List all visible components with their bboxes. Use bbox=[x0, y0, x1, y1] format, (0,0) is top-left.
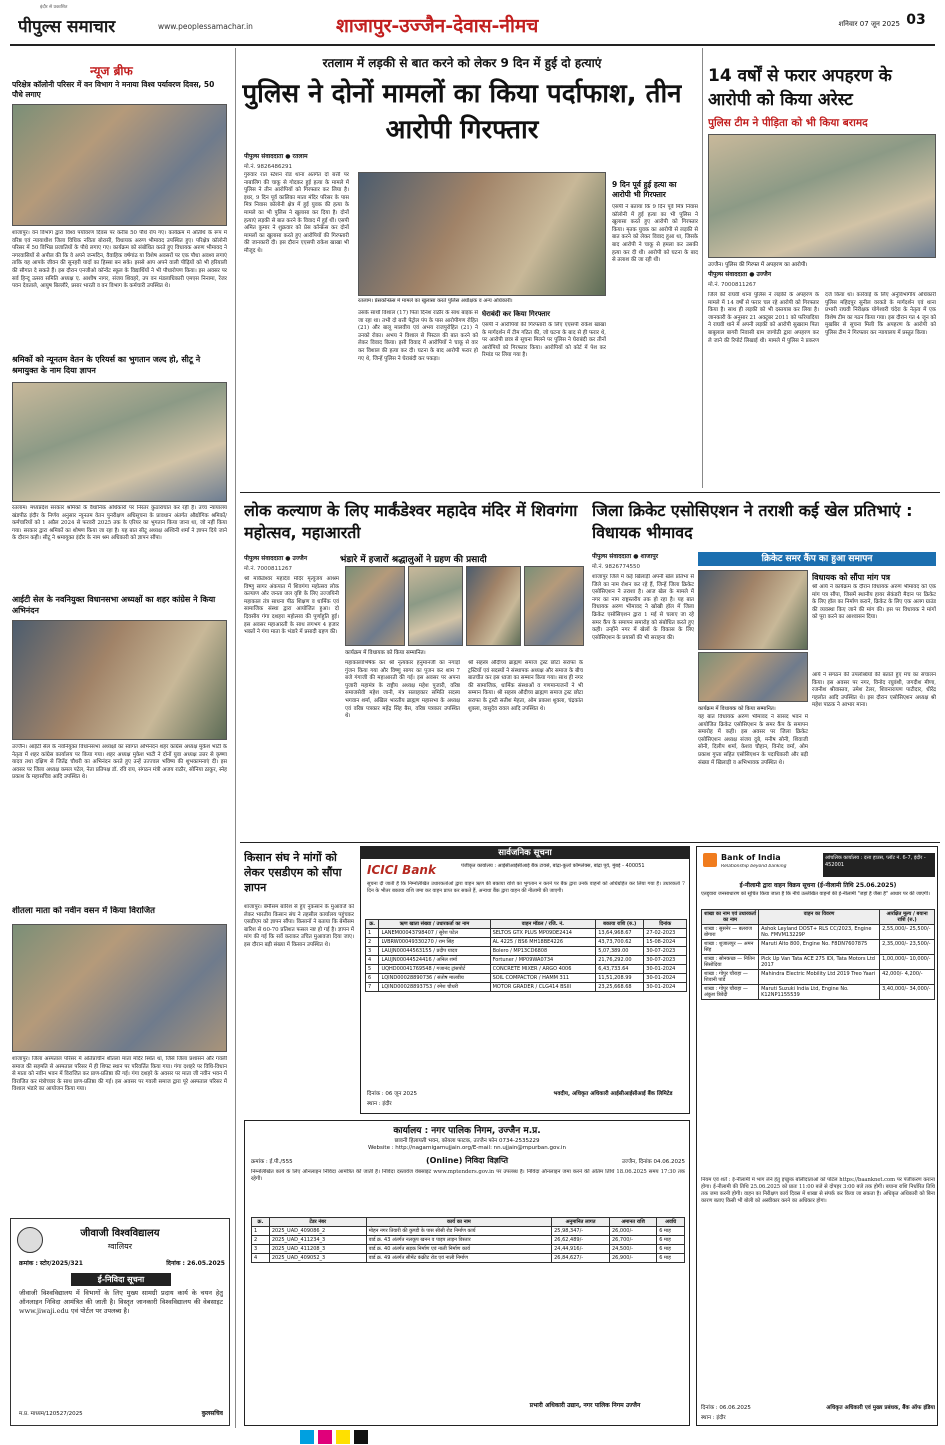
icici-table-header-cell: दिनांक bbox=[644, 920, 687, 929]
icici-table-cell: 7 bbox=[366, 983, 379, 992]
ujjain-table-cell: 2025_UAD_409052_3 bbox=[269, 1254, 366, 1263]
ujjain-table-body bbox=[252, 1227, 685, 1263]
icici-table-cell: 5 bbox=[366, 965, 379, 974]
ujjain-table-cell: 6 माह bbox=[657, 1236, 685, 1245]
reg-mark-magenta bbox=[318, 1430, 332, 1444]
lead-sub1-body: एसपी ने आरोपियों की गिरफ्तारी के लिए एएसपी राकेश खाखा के मार्गदर्शन में टीम गठित की, जो घटना के बाद से ही फरार थे, पर आरोपी छात्र से सूचना मिलने पर पुलिस ने घेराबंदी कर तीनों आरोपियों को गिरफ्तार किया। आरोपियों को कोर्ट में पेश कर रिमांड पर लिया गया है। bbox=[482, 322, 606, 359]
jiwaji-ref-date: दिनांक : 26.05.2025 bbox=[166, 1260, 225, 1267]
cricket-caption: कार्यक्रम में विधायक को किया सम्मानित। bbox=[698, 706, 776, 712]
ujjain-ref: क्रमांक : ई.पी./555 bbox=[251, 1159, 293, 1165]
boi-table-row bbox=[702, 925, 935, 940]
ujjain-table-cell: 2025_UAD_409086_2 bbox=[269, 1227, 366, 1236]
brief-2-body: रतलाम। मध्यप्रदेश सरकार श्रमिकों के वैधानिक अधिकारों पर निरंतर कुठाराघात कर रही है। उच्च न्यायालय खंडपीठ इंदौर के निर्णय अनुसार न्यूनतम वेतन पुनरीक्षण अधिसूचना के प्रावधान अंतर्गत औद्योगिक श्रमिकों/कर्मचारियों को 1 अप्रैल 2024 से फरवरी 2025 तक के एरियर का भुगतान किया जाना था, जो नहीं किया गया। सरकार द्वारा श्रमिकों का शोषण किया जा रहा है। यह बात सीटू अध्यक्ष अश्विनी शर्मा ने ज्ञापन दिये जाने के दौरान कही। सीटू ने श्रमायुक्त इंदौर के नाम श्रम अधिकारी को ज्ञापन सौंपा। bbox=[12, 505, 227, 542]
arrest-headline: 14 वर्षों से फरार अपहरण के आरोपी को किया अरेस्ट bbox=[708, 66, 892, 110]
arrest-byline: पीपुल्स संवाददाता ● उज्जैन bbox=[708, 271, 772, 278]
ujjain-signoff: प्रभारी अधिकारी उद्यान, नगर पालिक निगम उज्जैन bbox=[529, 1402, 641, 1409]
icici-table-row bbox=[366, 983, 687, 992]
cricket-sub-body: श्री आर्य ने कार्यक्रम के दौरान विधायक अरुण भीमावद को एक मांग पत्र सौंपा, जिसमें स्थानीय हायर सेकंडरी मैदान पर क्रिकेट के लिए हॉल का निर्माण कराने, क्रिकेट के लिए एक अलग ग्राउंड की व्यवस्था किए जाने की मांग की। इस पर विधायक ने मांगों को पूरा करने का आश्वासन दिया। bbox=[812, 584, 936, 621]
brief-1-headline: परिक्षेत्र कॉलोनी परिसर में वन विभाग ने मनाया विश्व पर्यावरण दिवस, 50 पौधे लगाए bbox=[12, 80, 215, 99]
cricket-mobile: मो.नं. 9826774550 bbox=[592, 564, 641, 570]
boi-table-header-cell: वाहन का विवरण bbox=[759, 910, 880, 925]
icici-table-row bbox=[366, 965, 687, 974]
boi-table-cell: 1,00,000/- 10,000/- bbox=[880, 955, 935, 970]
temple-col2: महाकालाभिषेक कर श्री नृत्यकार हनुमानजी का नगाड़ों गुंजन किया गया और विष्णु सागर का पूजन कर शाम 7 बजे गंगाजी की महाआरती की गई। इस अवसर पर अपना पुजारी महामंत्र के राष्ट्रीय अध्यक्ष महेश पुजारी, वरिष्ठ समाजसेवी महेश जानी, मंत्र सलाहकार समिति सदस्य भगवान शर्मा, अखिल भारतीय ब्राह्मण महासभा के अध्यक्ष एवं वरिष्ठ पत्रकार महेंद्र सिंह बैस, वरिष्ठ पत्रकार उपस्थित थे। bbox=[345, 660, 460, 720]
boi-notice bbox=[696, 846, 938, 1426]
icici-table-cell: LQIND00028890736 / संतोष मालवीय bbox=[379, 974, 490, 983]
lead-subhead-2: 9 दिन पूर्व हुई हत्या का आरोपी भी गिरफ्तार bbox=[612, 180, 677, 199]
icici-table-cell: AL 4225 / BS6 MH18BE4226 bbox=[490, 938, 596, 947]
cricket-sub-head: विधायक को सौंपा मांग पत्र bbox=[812, 573, 891, 582]
brief-1-body: शाजापुर। वन विभाग द्वारा विश्व पर्यावरण दिवस पर करीब 50 पौधे रोप गए। कार्यक्रम में अतिथि के रूप में वरिष्ठ एवं न्यायाधीश जिला विधिक नविता बोरासी, विधायक अरुण भीमावद उपस्थित हुए। परिक्षेत्र कॉलोनी परिसर में 50 विभिन्न प्रजातियों के पौधे लगाए गए। कार्यक्रम को संबोधित करते हुए विधायक अरुण भीमावद ने नगरवासियों से अपील की कि वे अपने जन्मदिन, वैवाहिक वर्षगांठ या विशेष अवसरों पर एक पौधा अवश्य लगाएं ताकि यह आपके जीवन की सुनहरी यादों का हिस्सा बन सके। इससे आप अपने वाली पीढ़ियों को भी हरियाली की सौगात दे सकते हैं। इस दौरान एनजीओ कॉन्वेंट स्कूल के विद्यार्थियों ने भी पौधारोपण किया। इस अवसर पर सर्व हिन्दू उत्सव समिति अध्यक्ष ए. आशीष नागर, संजय शिवहरे, उप वन मंडलाधिकारी एमएस निनामा, रेंजर पवन देवताले, आयुष बिल्लौरे, प्रसार भारती व वन विभाग के कर्मचारी उपस्थित थे। bbox=[12, 230, 227, 290]
masthead-logo-tag: इंदौर से प्रकाशित bbox=[40, 5, 68, 10]
icici-table-row bbox=[366, 929, 687, 938]
ujjain-table-cell: 26,000/- bbox=[609, 1227, 656, 1236]
boi-date: दिनांक : 06.06.2025 bbox=[701, 1405, 751, 1411]
icici-table-header-cell: ऋण खाता संख्या / उधारकर्ता का नाम bbox=[379, 920, 490, 929]
brief-3-body: उज्जैन। आईटी सेल के नवनियुक्त विधानसभा अध्यक्षों का स्वागत अभिनंदन शहर कांग्रेस अध्यक्ष मुकेश भाटी के नेतृत्व में शहर कांग्रेस कार्यालय पर किया गया। शहर अध्यक्ष मुकेश भाटी ने दोनों युवा अध्यक्ष उत्तर से कृष्णा यादव तथा दक्षिण से जितेंद्र चौधरी का अभिनंदन करते हुए उन्हें उज्ज्वल भविष्य की शुभकामनाएं दी। इस अवसर पर जिला अध्यक्ष कमल पटेल, नेता प्रतिपक्ष डॉ. रवि राय, संगठन मंत्री अजय राठौर, सोनिया ठाकुर, स्नेह प्रकाश के महासचिव आदि उपस्थित थे। bbox=[12, 744, 227, 781]
jiwaji-body: जीवाजी विश्वविद्यालय में विभागों के लिए मुख्य सामग्री प्रदाय कार्य के चयन हेतु ऑनलाइन निविदा आमंत्रित की जाती है। विस्तृत जानकारी विश्वविद्यालय की वेबसाइट www.jiwaji.edu एवं पोर्टल पर उपलब्ध है। bbox=[19, 1289, 223, 1315]
cricket-photo-1 bbox=[698, 570, 808, 650]
icici-table-cell: Fortuner / MP09WA0734 bbox=[490, 956, 596, 965]
brief-2-headline: श्रमिकों को न्यूनतम वेतन के एरियर्स का भुगतान जल्द हो, सीटू ने श्रमायुक्त के नाम दिया ज्ञापन bbox=[12, 355, 201, 375]
boi-table-cell: 3,40,000/- 34,000/- bbox=[880, 985, 935, 1000]
ujjain-table-wrap bbox=[251, 1217, 685, 1397]
cricket-headline: जिला क्रिकेट एसोसिएशन ने तराशी कई खेल प्रतिभाएं : विधायक भीमावद bbox=[592, 501, 913, 542]
boi-signoff: अधिकृत अधिकारी एवं मुख्य प्रबंधक, बैंक ऑफ इंडिया bbox=[826, 1405, 935, 1411]
reg-mark-yellow bbox=[336, 1430, 350, 1444]
icici-table-cell: 23,25,668.68 bbox=[596, 983, 644, 992]
brief-2-photo bbox=[12, 382, 227, 502]
icici-intro: सूचना दी जाती है कि निम्नलिखित उधारकर्ताओं द्वारा वाहन ऋण की बकाया राशि का भुगतान न करने पर बैंक द्वारा उनके वाहनों को अधिग्रहित कर लिया गया है। उधारकर्ता 7 दिन के भीतर बकाया राशि जमा कर वाहन प्राप्त कर सकते हैं, अन्यथा बैंक द्वारा वाहन की नीलामी की जाएगी। bbox=[367, 881, 685, 894]
boi-title: ई-नीलामी द्वारा वाहन विक्रय सूचना (ई-नीलामी तिथि 25.06.2025) bbox=[739, 882, 897, 889]
icici-table-cell: 6 bbox=[366, 974, 379, 983]
masthead-logo bbox=[18, 14, 158, 38]
boi-table-wrap bbox=[701, 909, 935, 1169]
boi-table-row bbox=[702, 970, 935, 985]
cricket-body2: आर्य ने संगठन की उपलब्धियों की बताते हुए मंच का संचालन किया। इस अवसर पर नगर, विनोद रघुवंशी, जगदीश मीणा, रजनीश श्रीवास्तव, उमेश टेलर, शिवनारायण पाटीदार, धीरेंद्र गहलोत आदि उपस्थित थे। इस दौरान एसोसिएशन अध्यक्ष श्री महेश पाठक ने आभार माना। bbox=[812, 672, 936, 709]
lead-byline: पीपुल्स संवाददाता ● रतलाम bbox=[244, 153, 308, 160]
ujjain-table-cell: 6 माह bbox=[657, 1227, 685, 1236]
ujjain-office: कार्यालय : नगर पालिक निगम, उज्जैन म.प्र. bbox=[393, 1126, 541, 1136]
boi-table-row bbox=[702, 955, 935, 970]
masthead-date: शनिवार 07 जून 2025 bbox=[838, 20, 900, 28]
ujjain-tender bbox=[244, 1120, 690, 1426]
kisan-body: शाजापुर। बेमौसम बारिश से हुए नुकसान के मुआवजे को लेकर भारतीय किसान संघ ने तहसील कार्यालय पहुंचकर एसडीएम को ज्ञापन सौंपा। किसानों ने बताया कि बेमौसम बारिश से 60-70 प्रतिशत फसल नष्ट हो गई है। ज्ञापन में मांग की गई कि सर्वे कराकर उचित मुआवजा दिया जाए। इस दौरान बड़ी संख्या में किसान उपस्थित थे। bbox=[244, 904, 354, 948]
ujjain-table-cell: वार्ड क्र. 49 अंतर्गत सीमेंट कंक्रीट रोड एवं नाली निर्माण bbox=[366, 1254, 551, 1263]
boi-branch: आंचलिक कार्यालय : दत्ता हाउस, प्लॉट नं. 6-7, इंदौर - 452001 bbox=[823, 853, 935, 877]
ujjain-title: (Online) निविदा विज्ञप्ति bbox=[425, 1156, 509, 1165]
boi-terms: नियम एवं शर्तें : ई-नीलामी में भाग लेने हेतु इच्छुक बोलीदाताओं को पोर्टल https://baanknet.com पर पंजीकरण कराना होगा। ई-नीलामी की तिथि 25.06.2025 को प्रातः 11:00 बजे से दोपहर 3:00 बजे तक होगी। बयाना राशि निर्धारित तिथि तक जमा करनी होगी। वाहन का निरीक्षण कार्य दिवस में शाखा से संपर्क कर किया जा सकता है। अधिकृत अधिकारी को बिना कारण बताए किसी भी बोली को अस्वीकार करने का अधिकार होगा। bbox=[701, 1177, 935, 1204]
ujjain-table-cell: 2025_UAD_411208_3 bbox=[269, 1245, 366, 1254]
boi-table-cell: 2,55,000/- 25,500/- bbox=[880, 925, 935, 940]
brief-4-photo bbox=[12, 924, 227, 1052]
ujjain-table-cell: वार्ड क्र. 40 अंतर्गत सड़क निर्माण एवं नाली निर्माण कार्य bbox=[366, 1245, 551, 1254]
ujjain-table-cell: 26,84,627/- bbox=[552, 1254, 610, 1263]
icici-table-cell: 30-07-2023 bbox=[644, 947, 687, 956]
icici-table-wrap bbox=[365, 919, 687, 1071]
boi-table-header-cell: आरक्षित मूल्य / बयाना राशि (रु.) bbox=[880, 910, 935, 925]
arrest-photo-caption: उज्जैन। पुलिस की गिरफ्त में अपहरण का आरोपी। bbox=[708, 262, 808, 268]
ujjain-web: Website : http://nagarnigamujjain.org/E-mail: nn.ujjain@mpurban.gov.in bbox=[368, 1145, 566, 1151]
icici-table-cell: LAUJN00044563155 / प्रदीप यादव bbox=[379, 947, 490, 956]
arrest-subhead: पुलिस टीम ने पीड़िता को भी किया बरामद bbox=[708, 117, 868, 129]
ujjain-table-cell: 24,44,916/- bbox=[552, 1245, 610, 1254]
icici-table-cell: Bolero / MP13CD6808 bbox=[490, 947, 596, 956]
icici-table-cell: 11,51,208.99 bbox=[596, 974, 644, 983]
section-rule-1 bbox=[240, 492, 940, 493]
icici-table-cell: LAUJN00044524416 / अनिल शर्मा bbox=[379, 956, 490, 965]
icici-table-body bbox=[366, 929, 687, 992]
icici-table-cell: 30-01-2024 bbox=[644, 983, 687, 992]
icici-table-cell: 3 bbox=[366, 947, 379, 956]
icici-table-cell: UQHD00041769548 / गजानंद ट्रांसपोर्ट bbox=[379, 965, 490, 974]
masthead-region: शाजापुर-उज्जैन-देवास-नीमच bbox=[336, 15, 539, 37]
boi-table-cell: 42,000/- 4,200/- bbox=[880, 970, 935, 985]
lead-photo-caption: रतलाम। प्रेसकॉन्फ्रेंस में मामले का खुलासा करते पुलिस अधीक्षक व अन्य अधिकारी। bbox=[358, 298, 513, 304]
cricket-banner: क्रिकेट समर कैंप का हुआ समापन bbox=[698, 552, 936, 566]
temple-headline: लोक कल्याण के लिए मार्कंडेश्वर महादेव मंदिर में शिवगंगा महोत्सव, महाआरती bbox=[244, 501, 578, 542]
boi-table-cell: शाखा : गोपुर चौराहा — शिवानी पांडे bbox=[702, 970, 759, 985]
lead-subhead-1: घेराबंदी कर किया गिरफ्तार bbox=[482, 310, 551, 318]
ujjain-table-cell: 26,700/- bbox=[609, 1236, 656, 1245]
lead-headline: पुलिस ने दोनों मामलों का किया पर्दाफाश, तीन आरोपी गिरफ्तार bbox=[242, 79, 682, 145]
boi-table-row bbox=[702, 985, 935, 1000]
ujjain-table-cell: 4 bbox=[252, 1254, 270, 1263]
icici-table-header-cell: क्र. bbox=[366, 920, 379, 929]
ujjain-table-cell: 1 bbox=[252, 1227, 270, 1236]
icici-table-cell: 15-08-2024 bbox=[644, 938, 687, 947]
ujjain-table-header bbox=[252, 1218, 685, 1227]
jiwaji-notice bbox=[10, 1218, 230, 1426]
boi-intro: एतद्द्वारा जनसाधारण को सूचित किया जाता है कि नीचे उल्लेखित वाहनों की ई-नीलामी "जहां है जैसा है" आधार पर की जाएगी। bbox=[701, 891, 930, 897]
ujjain-table-row bbox=[252, 1254, 685, 1263]
boi-table-cell: शाखा : शुजालपुर — अमन सिंह bbox=[702, 940, 759, 955]
temple-photo-1 bbox=[345, 566, 405, 646]
icici-table-row bbox=[366, 974, 687, 983]
ujjain-address: छावनी हिलायती भवन, कोयला फाटक, उज्जैन फोन 0734-2535229 bbox=[394, 1138, 540, 1144]
jiwaji-footer-right: कुलसचिव bbox=[201, 1410, 223, 1417]
ujjain-table-cell: वार्ड क्र. 43 अंतर्गत नलकूप खनन व पाइप लाइन विस्तार bbox=[366, 1236, 551, 1245]
boi-table-cell: शाखा : सुसनेर — बलराज बोगारा bbox=[702, 925, 759, 940]
icici-table-row bbox=[366, 947, 687, 956]
icici-table-cell: SOIL COMPACTOR / HAMM 311 bbox=[490, 974, 596, 983]
boi-table-cell: Maruti Suzuki India Ltd, Engine No. K12NP1155539 bbox=[759, 985, 880, 1000]
icici-signoff: भवदीय, अधिकृत अधिकारी आईसीआईसीआई बैंक लिमिटेड bbox=[553, 1091, 673, 1097]
boi-table-header-cell: शाखा का नाम एवं उधारकर्ता का नाम bbox=[702, 910, 759, 925]
ujjain-table-row bbox=[252, 1245, 685, 1254]
reg-mark-cyan bbox=[300, 1430, 314, 1444]
icici-table-header-cell: बकाया राशि (रु.) bbox=[596, 920, 644, 929]
boi-table-header bbox=[702, 910, 935, 925]
ujjain-table-cell: 26,62,489/- bbox=[552, 1236, 610, 1245]
ujjain-table-header-cell: अनुमानित लागत bbox=[552, 1218, 610, 1227]
icici-table-cell: 13,64,968.67 bbox=[596, 929, 644, 938]
ujjain-date: उज्जैन, दिनांक 04.06.2025 bbox=[621, 1159, 685, 1165]
ujjain-table-row bbox=[252, 1236, 685, 1245]
brief-3-photo bbox=[12, 620, 227, 740]
cricket-byline: पीपुल्स संवाददाता ● शाजापुर bbox=[592, 553, 659, 560]
icici-table-cell: 5,07,389.00 bbox=[596, 947, 644, 956]
icici-table-cell: LANEM00043798407 / सुरेश पटेल bbox=[379, 929, 490, 938]
boi-table-cell: Ashok Leyland DOST+ RLS CC/2023, Engine No. FMVM13229P bbox=[759, 925, 880, 940]
boi-table-cell: 2,35,000/- 23,500/- bbox=[880, 940, 935, 955]
column-rule-2 bbox=[702, 48, 703, 488]
boi-table-cell: Pick Up Van Tata ACE 275 IDI, Tata Motors Ltd 2017 bbox=[759, 955, 880, 970]
temple-photo-2 bbox=[408, 566, 463, 646]
icici-table-cell: 30-07-2023 bbox=[644, 956, 687, 965]
icici-notice bbox=[360, 846, 690, 1114]
section-rule-2 bbox=[240, 842, 940, 843]
icici-table-cell: 2 bbox=[366, 938, 379, 947]
icici-notice-title: सार्वजनिक सूचना bbox=[361, 847, 689, 859]
ujjain-table-row bbox=[252, 1227, 685, 1236]
temple-photo-3 bbox=[466, 566, 521, 646]
brief-3-headline: आईटी सेल के नवनियुक्त विधानसभा अध्यक्षों का शहर कांग्रेस ने किया अभिनंदन bbox=[12, 595, 216, 615]
cricket-col1: शाजापुर जिले में कई खिलाड़ी अपनी खेल प्रतिभा से जिले का नाम रोशन कर रहे हैं, जिन्हें जिला क्रिकेट एसोसिएशन ने तराशा है। आज खेल के मामले में नगर का नाम राष्ट्रस्तरीय तक हो रहा है। यह बात विधायक अरुण भीमावद ने खोखी हॉल में जिला क्रिकेट एसोसिएशन द्वारा 1 मई से चलाए जा रहे समर कैंप के समापन समारोह को संबोधित करते हुए कही। उन्होंने नगर में खेलों के विकास के लिए एसोसिएशन के प्रयासों की भी सराहना की। bbox=[592, 574, 694, 641]
temple-caption: कार्यक्रम में विधायक को किया सम्मानित। bbox=[345, 650, 426, 656]
arrest-photo bbox=[708, 134, 936, 258]
icici-table-cell: 27-02-2023 bbox=[644, 929, 687, 938]
kisan-headline: किसान संघ ने मांगों को लेकर एसडीएम को सौंपा ज्ञापन bbox=[244, 851, 342, 894]
lead-col2b: उसके साथी विशाल (17) पिता दिनेश राठौर के साथ बाइक से जा रहा था। तभी दो बत्ती पेट्रोल पंप के पास आरोपीगण रोहित (21) और बालू मालवीय एवं अभय राजपुरोहित (21) ने उनको रोका। अभय ने विशाल से पिस्टल की बात करने को लेकर विवाद किया। इसी विवाद में आरोपियों ने चाकू से वार कर विशाल की हत्या कर दी। घटना के बाद आरोपी फरार हो गए थे, जिन्हें पुलिस ने घेराबंदी कर पकड़ा। bbox=[358, 310, 478, 362]
boi-table-cell: Mahindra Electric Mobility Ltd 2019 Treo Yaari bbox=[759, 970, 880, 985]
temple-col1: श्री मार्कंडेश्वर महादेव मंदिर मृत्युंजय आश्रम विष्णु सागर अंकपात में शिवगंगा महोत्सव लोक कल्याण और जनता जल वृष्टि के लिए उज्जयिनी महाकाल तंत्र साधना पीठ शिक्षण व धार्मिक एवं सामाजिक संस्था द्वारा आयोजित हुआ। दो दिवसीय गंगा दशहरा महोत्सव की पूर्णाहुति हुई। इस अवसर महाआरती के साथ लगभग 4 हजार भक्तों ने गंगा माता के भंडारे में प्रसादी ग्रहण की। bbox=[244, 576, 339, 636]
icici-table-cell: 4 bbox=[366, 956, 379, 965]
ujjain-table-cell: 6 माह bbox=[657, 1254, 685, 1263]
boi-table-row bbox=[702, 940, 935, 955]
icici-table-header-cell: वाहन मॉडल / रजि. नं. bbox=[490, 920, 596, 929]
jiwaji-ref-no: क्रमांक : स्टोर/2025/321 bbox=[19, 1260, 83, 1267]
ujjain-table bbox=[251, 1217, 685, 1263]
lead-sub2-body: एसपी ने बताया कि 9 दिन पूर्व मित्र निवास कॉलोनी में हुई हत्या का भी पुलिस ने खुलासा करते हुए आरोपी को गिरफ्तार किया। मृतक युवक का आरोपी से लड़की से बात करने को लेकर विवाद हुआ था, जिसके बाद आरोपी ने चाकू से हमला कर उसकी हत्या कर दी थी। आरोपी को घटना के बाद से तलाश की जा रही थी। bbox=[612, 204, 698, 264]
ujjain-table-header-cell: कार्य का नाम bbox=[366, 1218, 551, 1227]
column-rule-1 bbox=[235, 48, 236, 1428]
brief-4-body: शाजापुर। जिला अस्पताल परिसर में अतिप्राचीन शीतला माता मंदिर स्थित था, जिसे जिला प्रशासन और गवली समाज की सहमति से अस्पताल परिसर में ही शिफ्ट स्थान पर परिवर्तित किया गया। गंगा दशहरे पर विधि-विधान से माता को नवीन भवन में विराजित कर प्राण-प्रतिष्ठा की गई। गंगा दशहरे के अवसर पर माता जी नवीन भवन में विराजित कर मंत्रोच्चार के साथ प्राण-प्रतिष्ठा की गई। इस अवसर पर गवली समाज द्वारा पूरे अस्पताल परिसर में विशाल भंडारे का आयोजन किया गया। bbox=[12, 1056, 227, 1093]
masthead-page-number: 03 bbox=[906, 12, 926, 28]
ujjain-table-cell: मोहन नगर तिवारी की कुण्डी के पास सीसी रोड निर्माण कार्य bbox=[366, 1227, 551, 1236]
icici-table-cell: 6,43,733.64 bbox=[596, 965, 644, 974]
jiwaji-city: ग्वालियर bbox=[107, 1242, 133, 1251]
icici-table-cell: 30-01-2024 bbox=[644, 974, 687, 983]
icici-place: स्थान : इंदौर bbox=[367, 1101, 392, 1107]
arrest-body: जिले की राघवी थाना पुलिस ने लड़की के अपहरण के मामले में 14 वर्षों से फरार चल रहे आरोपी को गिरफ्तार किया है। साथ ही लड़की को भी दस्तयाब कर लिया है। जानकारी के अनुसार 21 अक्टूबर 2011 को फरियादिया ने राघवी थाने में अपनी लड़की को आरोपी सुखराम पिता बाबूलाल बागरी निवासी ग्राम जागोठी द्वारा अपहरण कर ले जाने की रिपोर्ट लिखाई थी। मामले में पुलिस ने प्रकरण दर्ज किया था। कार्रवाई के लिए अनुविभागीय अधिकारी पुलिस महिदपुर सुनील वरकडे के मार्गदर्शन एवं थाना प्रभारी राघवी निरीक्षक योगेश्वरी चंदेरा के नेतृत्व में एक विशेष टीम का गठन किया गया। इस दौरान गत 4 जून को मुखबिर से सूचना मिली कि अपहरण के आरोपी को पुलिस टीम ने गिरफ्तार कर न्यायालय में प्रस्तुत किया। bbox=[708, 292, 936, 344]
boi-table bbox=[701, 909, 935, 1000]
ujjain-table-cell: 6 माह bbox=[657, 1245, 685, 1254]
ujjain-table-cell: 3 bbox=[252, 1245, 270, 1254]
icici-table-cell: 1 bbox=[366, 929, 379, 938]
news-brief-label: न्यूज ब्रीफ bbox=[90, 64, 133, 78]
masthead bbox=[0, 0, 945, 44]
ujjain-table-header-cell: टेंडर नंबर bbox=[269, 1218, 366, 1227]
jiwaji-notice-title: ई-निविदा सूचना bbox=[71, 1273, 171, 1286]
brief-1-photo bbox=[12, 104, 227, 226]
boi-bank: Bank of India bbox=[721, 853, 781, 862]
lead-mobile: मो.नं. 9826486291 bbox=[244, 164, 293, 170]
icici-date: दिनांक : 06 जून 2025 bbox=[367, 1091, 418, 1097]
icici-table-cell: CONCRETE MIXER / ARGO 4006 bbox=[490, 965, 596, 974]
icici-table-cell: 43,73,700.62 bbox=[596, 938, 644, 947]
icici-table bbox=[365, 919, 687, 992]
boi-table-cell: Maruti Alto 800, Engine No. F8DN7607875 bbox=[759, 940, 880, 955]
temple-mobile: मो.नं. 7000811267 bbox=[244, 566, 293, 572]
ujjain-table-cell: 24,500/- bbox=[609, 1245, 656, 1254]
boi-tagline: Relationship beyond banking bbox=[721, 864, 787, 869]
ujjain-table-cell: 2025_UAD_411234_3 bbox=[269, 1236, 366, 1245]
boi-table-body bbox=[702, 925, 935, 1000]
arrest-mobile: मो.नं. 7000811267 bbox=[708, 282, 757, 288]
brief-4-headline: शीतला माता को नवीन वसन में किया विराजित bbox=[12, 906, 156, 916]
icici-table-cell: LQIND00028893753 / रमेश चौधरी bbox=[379, 983, 490, 992]
icici-table-cell: LVBRW00049330270 / राम सिंह bbox=[379, 938, 490, 947]
boi-table-cell: शाखा : गोपुर चौराहा — अंकुश त्रिवेदी bbox=[702, 985, 759, 1000]
reg-mark-black bbox=[354, 1430, 368, 1444]
icici-table-cell: MOTOR GRADER / CLG414 BSIII bbox=[490, 983, 596, 992]
icici-table-cell: 30-01-2024 bbox=[644, 965, 687, 974]
temple-photo-4 bbox=[524, 566, 584, 646]
boi-place: स्थान : इंदौर bbox=[701, 1415, 726, 1421]
jiwaji-title: जीवाजी विश्वविद्यालय bbox=[80, 1228, 160, 1239]
cricket-col2-text: यह बात विधायक अरुण भीमावद ने सांसद भवन में आयोजित क्रिकेट एसोसिएशन के समर कैंप के समापन समारोह में कही। इस अवसर पर जिला क्रिकेट एसोसिएशन अध्यक्ष संजय दुबे, मनीष सोनी, शिवाजी सोनी, दिलीप शर्मा, केशव चौहान, विनोद वर्मा, ओम प्रकाश गुप्ता सहित एसोसिएशन के पदाधिकारी और बड़ी संख्या में खिलाड़ी व अभिभावक उपस्थित थे। bbox=[698, 714, 808, 766]
icici-table-row bbox=[366, 938, 687, 947]
ujjain-table-header-cell: अवधि bbox=[657, 1218, 685, 1227]
icici-table-cell: 21,76,292.00 bbox=[596, 956, 644, 965]
masthead-logo-text: पीपुल्स समाचार bbox=[18, 17, 116, 37]
icici-bank-logo: ICICI Bank bbox=[367, 863, 436, 877]
lead-photo bbox=[358, 172, 606, 296]
icici-table-header bbox=[366, 920, 687, 929]
temple-col3: श्री सहस्त्र औदीच्य ब्राह्मण समाज ट्रस्ट छोटा सराफा के ट्रस्टियों एवं सदस्यों ने संस्थापक अध्यक्ष और समाज के बीच बातचीत कर इस ध्वजा का सम्मान किया गया। साथ ही नगर की सामाजिक, धार्मिक संस्थाओं व गणमान्यजनों ने भी सम्मान किया। श्री सहस्त्र औदीच्य ब्राह्मण समाज ट्रस्ट छोटा सराफा के ट्रस्टी सतीश मेहता, ओम प्रकाश शुक्ला, चंद्रकांत शुक्ला, वासुदेव रावल आदि उपस्थित थे। bbox=[468, 660, 583, 712]
temple-byline: पीपुल्स संवाददाता ● उज्जैन bbox=[244, 555, 308, 562]
icici-table-cell: SELTOS GTX PLUS MP09DE2414 bbox=[490, 929, 596, 938]
icici-address: पंजीकृत कार्यालय : आईसीआईसीआई बैंक टावर्स, बांद्रा-कुर्ला कॉम्प्लेक्स, बांद्रा पूर्व, मुंबई - 400051 bbox=[461, 863, 645, 869]
masthead-url: www.peoplessamachar.in bbox=[158, 22, 253, 31]
cricket-photo-2 bbox=[698, 652, 808, 702]
boi-logo-icon bbox=[703, 853, 717, 867]
ujjain-intro: निम्नलिखित कार्य के लिए ऑनलाइन निविदा आमंत्रित की जाती है। निविदा दस्तावेज वेबसाइट www.mptenders.gov.in पर उपलब्ध है। निविदा ऑनलाइन जमा करने की अंतिम तिथि 18.06.2025 समय 17:30 तक रहेगी। bbox=[251, 1169, 685, 1182]
ujjain-table-cell: 25,98,347/- bbox=[552, 1227, 610, 1236]
ujjain-table-header-cell: क्र. bbox=[252, 1218, 270, 1227]
ujjain-table-header-cell: अमानत राशि bbox=[609, 1218, 656, 1227]
lead-col1: गुरुवार रात स्टेशन रोड थाना अंतर्गत दो बत्ती पर नाबालिग की चाकू से गोदकर हुई हत्या के मामले में पुलिस ने तीन आरोपियों को गिरफ्तार कर लिया है। इधर, 9 दिन पूर्व कालिका माता मंदिर परिसर के पास मित्र निवास कॉलोनी क्षेत्र में हुई युवक की हत्या के मामले का भी पुलिस ने खुलासा कर दिया है। दोनों हत्याएं लड़की से बात करने के विवाद में हुई थीं। एसपी अमित कुमार ने शुक्रवार को प्रेस कॉन्फ्रेंस कर दोनों मामलों का खुलासा करते हुए आरोपियों की गिरफ्तारी की जानकारी दी। इस दौरान एएसपी राकेश खाखा भी मौजूद थे। bbox=[244, 172, 349, 254]
temple-bhandara: भंडारे में हजारों श्रद्धालुओं ने ग्रहण की प्रसादी bbox=[340, 555, 487, 565]
boi-table-cell: शाखा : सोनकच्छ — नितिन सिसोदिया bbox=[702, 955, 759, 970]
ujjain-table-cell: 26,900/- bbox=[609, 1254, 656, 1263]
jiwaji-footer-left: म.प्र. माध्यम/120527/2025 bbox=[19, 1411, 83, 1417]
ujjain-table-cell: 2 bbox=[252, 1236, 270, 1245]
masthead-rule bbox=[10, 44, 935, 46]
icici-table-row bbox=[366, 956, 687, 965]
lead-kicker: रतलाम में लड़की से बात करने को लेकर 9 दिन में हुई दो हत्याएं bbox=[322, 56, 602, 70]
